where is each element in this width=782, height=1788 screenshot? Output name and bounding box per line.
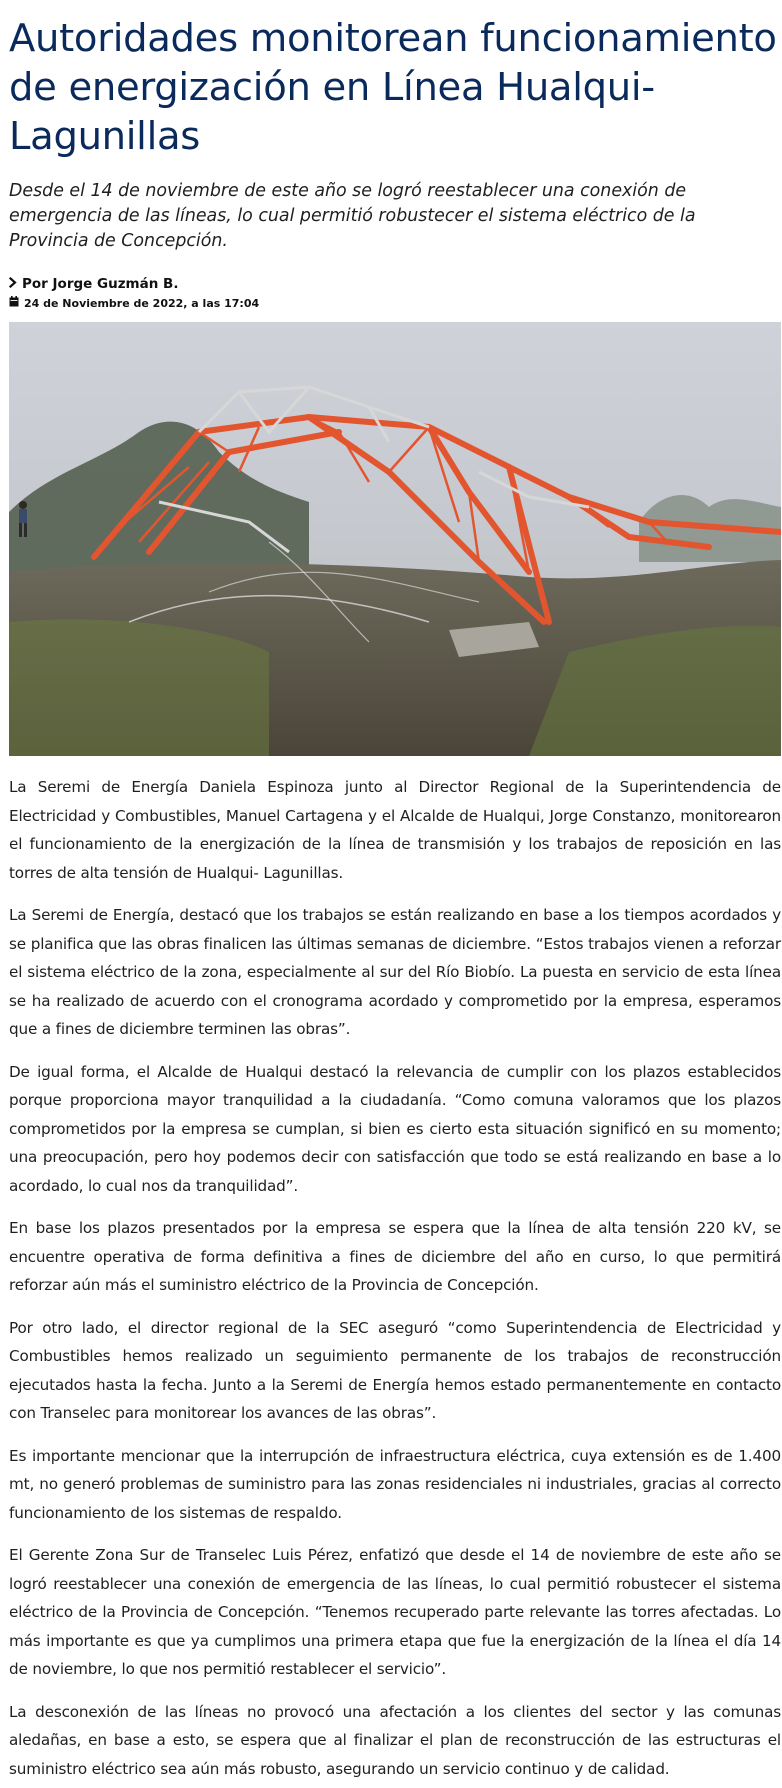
article-paragraph: Por otro lado, el director regional de la SEC aseguró “como Superintendencia de Electricidad y Combustibles hemos realizado un seguimiento permanente de los trabajos de reconstrucción ejecutados hasta la fecha. Junto a la Seremi de Energía hemos estado permanentemente en contacto con Transelec para monitorear los avances de las obras”.	[9, 1318, 781, 1422]
author-row	[9, 275, 781, 293]
article-meta	[9, 275, 781, 312]
date-row	[9, 294, 781, 312]
article-paragraph: La desconexión de las líneas no provocó una afectación a los clientes del sector y las comunas aledañas, en base a esto, se espera que al finalizar el plan de reconstrucción de las estructuras el suministro eléctrico sea aún más robusto, asegurando un servicio continuo y de calidad.	[9, 1702, 781, 1778]
article-paragraph: La Seremi de Energía, destacó que los trabajos se están realizando en base a los tiempos acordados y se planifica que las obras finalicen las últimas semanas de diciembre. “Estos trabajos vienen a reforzar el sistema eléctrico de la zona, especialmente al sur del Río Biobío. La puesta en servicio de esta línea se ha realizado de acuerdo con el cronograma acordado y comprometido por la empresa, esperamos que a fines de diciembre terminen las obras”.	[9, 906, 781, 1038]
article-body	[9, 773, 781, 1783]
article-paragraph: La Seremi de Energía Daniela Espinoza junto al Director Regional de la Superintendencia de Electricidad y Combustibles, Manuel Cartagena y el Alcalde de Hualqui, Jorge Constanzo, monitorearon el funcionamiento de la energización de la línea de transmisión y los trabajos de reposición en las torres de alta tensión de Hualqui- Lagunillas.	[9, 778, 781, 882]
author-name[interactable]: Por Jorge Guzmán B.	[22, 276, 179, 292]
publish-date: 24 de Noviembre de 2022, a las 17:04	[24, 296, 260, 310]
article-paragraph: El Gerente Zona Sur de Transelec Luis Pérez, enfatizó que desde el 14 de noviembre de este año se logró reestablecer una conexión de emergencia de las líneas, lo cual permitió robustecer el sistema eléctrico de la Provincia de Concepción. “Tenemos recuperado parte relevante las torres afectadas. Lo más importante es que ya cumplimos una primera etapa que fue la energización de la línea el día 14 de noviembre, lo que nos permitió restablecer el servicio”.	[9, 1546, 781, 1678]
article	[9, 0, 781, 1783]
article-photo	[9, 322, 781, 756]
article-paragraph: En base los plazos presentados por la empresa se espera que la línea de alta tensión 220 kV, se encuentre operativa de forma definitiva a fines de diciembre del año en curso, lo que permitirá reforzar aún más el suministro eléctrico de la Provincia de Concepción.	[9, 1219, 781, 1294]
article-lead: Desde el 14 de noviembre de este año se logró reestablecer una conexión de emergencia de las líneas, lo cual permitió robustecer el sistema eléctrico de la Provincia de Concepción.	[9, 181, 696, 251]
article-paragraph: De igual forma, el Alcalde de Hualqui destacó la relevancia de cumplir con los plazos establecidos porque proporciona mayor tranquilidad a la ciudadanía. “Como comuna valoramos que los plazos comprometidos por la empresa se cumplan, si bien es cierto esta situación significó en su momento; una preocupación, pero hoy podemos decir con satisfacción que todo se está realizando en base a lo acordado, lo cual nos da tranquilidad”.	[9, 1062, 781, 1195]
article-paragraph: Es importante mencionar que la interrupción de infraestructura eléctrica, cuya extensión es de 1.400 mt, no generó problemas de suministro para las zonas residenciales ni industriales, gracias al correcto funcionamiento de los sistemas de respaldo.	[9, 1446, 781, 1522]
calendar-icon	[9, 296, 19, 310]
article-title: Autoridades monitorean funcionamiento de energización en Línea Hualqui- Lagunillas	[9, 16, 777, 159]
chevron-right-icon	[9, 276, 17, 292]
